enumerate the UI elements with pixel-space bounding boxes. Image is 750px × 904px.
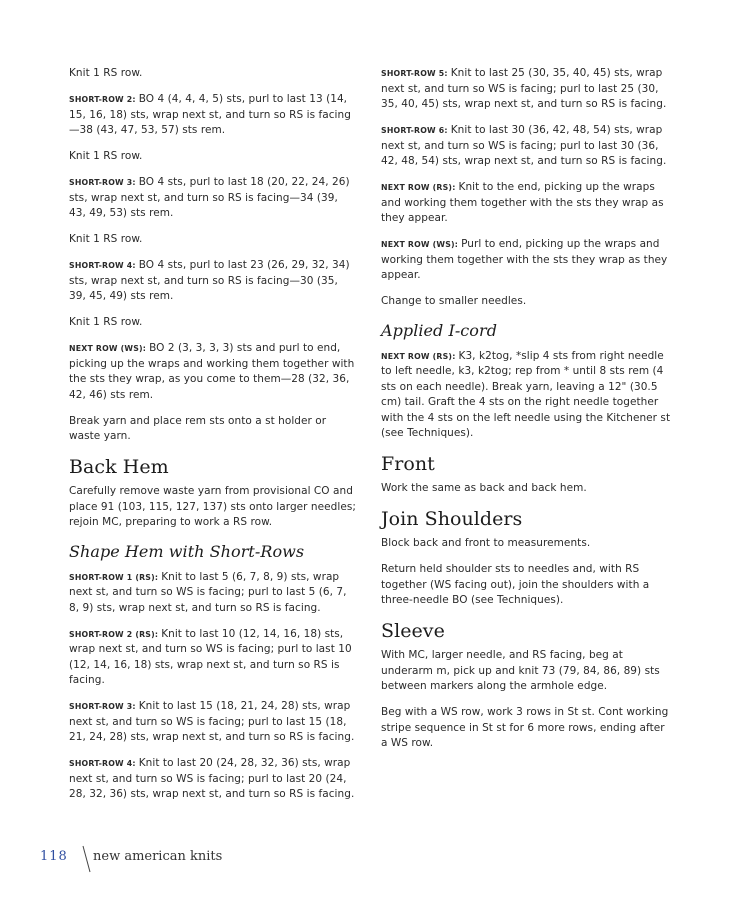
row-label: SHORT-ROW 3: xyxy=(69,178,136,187)
subsection-heading: Shape Hem with Short-Rows xyxy=(69,541,305,561)
instruction-paragraph xyxy=(69,315,357,331)
row-label: NEXT ROW (WS): xyxy=(381,240,459,249)
paragraph-text: BO 4 sts, purl to last 18 (20, 22, 24, 26) sts, wrap next st, and turn so RS is facing—34 (39, 43, 49, 53) sts rem. xyxy=(69,176,350,219)
instruction-paragraph xyxy=(69,756,357,803)
instruction-paragraph xyxy=(381,648,671,695)
paragraph-text: With MC, larger needle, and RS facing, beg at underarm m, pick up and knit 73 (79, 84, 86, 89) sts between markers along the armhole edge. xyxy=(381,649,660,692)
row-label: SHORT-ROW 3: xyxy=(69,702,136,711)
instruction-paragraph xyxy=(381,481,671,497)
instruction-paragraph xyxy=(381,349,671,442)
instruction-paragraph xyxy=(381,66,671,113)
row-label: SHORT-ROW 2: xyxy=(69,95,136,104)
row-label: NEXT ROW (RS): xyxy=(381,183,456,192)
section-heading: Sleeve xyxy=(381,620,445,642)
paragraph-text: Knit 1 RS row. xyxy=(69,150,143,162)
instruction-paragraph xyxy=(69,699,357,746)
paragraph-text: Knit 1 RS row. xyxy=(69,67,143,79)
paragraph-text: Knit 1 RS row. xyxy=(69,233,143,245)
row-label: SHORT-ROW 2 (RS): xyxy=(69,629,159,639)
paragraph-text: Block back and front to measurements. xyxy=(381,537,591,549)
row-label: SHORT-ROW 4: xyxy=(69,759,136,768)
instruction-paragraph xyxy=(381,705,671,752)
instruction-paragraph xyxy=(381,562,671,609)
divider-slash-icon xyxy=(80,845,94,873)
paragraph-text: Knit 1 RS row. xyxy=(69,316,143,328)
instruction-paragraph xyxy=(381,536,671,552)
paragraph-text: Work the same as back and back hem. xyxy=(381,482,587,494)
instruction-paragraph xyxy=(69,258,357,305)
paragraph-text: Break yarn and place rem sts onto a st holder or waste yarn. xyxy=(69,414,327,442)
page-number: 118 xyxy=(40,849,68,864)
instruction-paragraph xyxy=(381,180,671,227)
instruction-paragraph xyxy=(69,570,357,617)
paragraph-text: Beg with a WS row, work 3 rows in St st. Cont working stripe sequence in St st for 6 more rows, ending after a WS row. xyxy=(381,706,669,749)
section-heading: Front xyxy=(381,453,435,475)
paragraph-text: Return held shoulder sts to needles and, with RS together (WS facing out), join the shoulders with a three-needle BO (see Techniques). xyxy=(381,563,650,606)
book-title: new american knits xyxy=(93,849,223,864)
left-column xyxy=(69,66,357,813)
row-label: SHORT-ROW 6: xyxy=(381,126,448,135)
paragraph-text: Knit to the end, picking up the wraps and working them together with the sts they wrap as they appear. xyxy=(381,181,664,224)
paragraph-text: BO 4 (4, 4, 4, 5) sts, purl to last 13 (14, 15, 16, 18) sts, wrap next st, and turn so RS is facing—38 (43, 47, 53, 57) sts rem. xyxy=(69,93,351,136)
row-label: SHORT-ROW 5: xyxy=(381,69,448,78)
instruction-paragraph xyxy=(69,66,357,82)
instruction-paragraph xyxy=(69,149,357,165)
instruction-paragraph xyxy=(69,341,357,403)
section-heading: Join Shoulders xyxy=(381,508,523,530)
instruction-paragraph xyxy=(381,294,671,310)
section-heading: Back Hem xyxy=(69,456,169,478)
instruction-paragraph xyxy=(69,414,357,445)
right-column xyxy=(381,66,671,762)
paragraph-text: Carefully remove waste yarn from provisional CO and place 91 (103, 115, 127, 137) sts onto larger needles; rejoin MC, preparing to work a RS row. xyxy=(69,485,356,528)
paragraph-text: BO 2 (3, 3, 3, 3) sts and purl to end, picking up the wraps and working them together with the sts they wrap, as you come to them—28 (32, 36, 42, 46) sts rem. xyxy=(69,342,355,401)
paragraph-text: Knit to last 10 (12, 14, 16, 18) sts, wrap next st, and turn so WS is facing; purl to last 10 (12, 14, 16, 18) sts, wrap next st, and turn so RS is facing. xyxy=(69,627,352,686)
instruction-paragraph xyxy=(69,232,357,248)
instruction-paragraph xyxy=(381,237,671,284)
row-label: SHORT-ROW 1 (RS): xyxy=(69,572,159,582)
paragraph-text: Purl to end, picking up the wraps and working them together with the sts they wrap as they appear. xyxy=(381,238,668,281)
paragraph-text: K3, k2tog, *slip 4 sts from right needle to left needle, k3, k2tog; rep from * until 8 sts rem (4 sts on each needle). Break yarn, leaving a 12" (30.5 cm) tail. Graft the 4 sts on the right needle together with the 4 sts on the left needle using the Kitchener st (see Techniques). xyxy=(381,349,671,439)
instruction-paragraph xyxy=(69,92,357,139)
paragraph-text: Knit to last 20 (24, 28, 32, 36) sts, wrap next st, and turn so WS is facing; purl to last 20 (24, 28, 32, 36) sts, wrap next st, and turn so RS is facing. xyxy=(69,757,355,800)
paragraph-text: BO 4 sts, purl to last 23 (26, 29, 32, 34) sts, wrap next st, and turn so RS is facing—30 (35, 39, 45, 49) sts rem. xyxy=(69,259,350,302)
instruction-paragraph xyxy=(69,175,357,222)
row-label: NEXT ROW (WS): xyxy=(69,344,147,353)
paragraph-text: Knit to last 30 (36, 42, 48, 54) sts, wrap next st, and turn so WS is facing; purl to last 30 (36, 42, 48, 54) sts, wrap next st, and turn so RS is facing. xyxy=(381,124,667,167)
paragraph-text: Change to smaller needles. xyxy=(381,295,527,307)
row-label: SHORT-ROW 4: xyxy=(69,261,136,270)
instruction-paragraph xyxy=(69,484,357,531)
paragraph-text: Knit to last 25 (30, 35, 40, 45) sts, wrap next st, and turn so WS is facing; purl to last 25 (30, 35, 40, 45) sts, wrap next st, and turn so RS is facing. xyxy=(381,67,667,110)
paragraph-text: Knit to last 5 (6, 7, 8, 9) sts, wrap next st, and turn so WS is facing; purl to last 5 (6, 7, 8, 9) sts, wrap next st, and turn so RS is facing. xyxy=(69,570,347,614)
instruction-paragraph xyxy=(381,123,671,170)
subsection-heading: Applied I-cord xyxy=(381,320,497,340)
instruction-paragraph xyxy=(69,627,357,689)
row-label: NEXT ROW (RS): xyxy=(381,351,456,361)
paragraph-text: Knit to last 15 (18, 21, 24, 28) sts, wrap next st, and turn so WS is facing; purl to last 15 (18, 21, 24, 28) sts, wrap next st, and turn so RS is facing. xyxy=(69,700,355,743)
